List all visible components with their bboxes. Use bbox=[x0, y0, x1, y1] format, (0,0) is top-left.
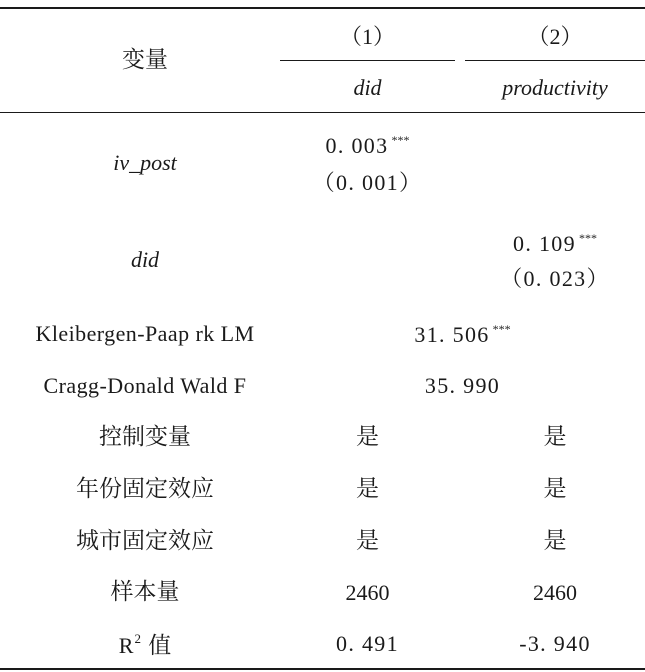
significance-stars: *** bbox=[492, 322, 511, 336]
header-variable-label: 变量 bbox=[122, 47, 168, 73]
r2-base: R bbox=[118, 633, 134, 658]
row-iv-post-col1-se: （0. 001） bbox=[312, 170, 423, 195]
row-iv-post-label: iv_post bbox=[113, 150, 177, 175]
row-r2-col2: -3. 940 bbox=[519, 631, 591, 656]
row-kp-lm-value bbox=[280, 323, 645, 346]
row-controls-label: 控制变量 bbox=[99, 424, 191, 450]
row-city-fe-label: 城市固定效应 bbox=[76, 528, 214, 554]
header-bottom-rule bbox=[0, 112, 645, 113]
row-sample-size-col2: 2460 bbox=[533, 580, 577, 605]
row-city-fe-col1: 是 bbox=[356, 528, 379, 554]
stat-value: 31. 506 bbox=[414, 322, 490, 347]
row-cd-f-value: 35. 990 bbox=[424, 373, 501, 398]
significance-stars: *** bbox=[578, 231, 597, 245]
coef-value: 0. 109 bbox=[513, 231, 576, 256]
row-did-col2-se: （0. 023） bbox=[500, 266, 610, 291]
row-year-fe-col2: 是 bbox=[543, 476, 567, 502]
row-year-fe-label: 年份固定效应 bbox=[76, 476, 214, 502]
header-col1-dep-var: did bbox=[353, 75, 382, 100]
r2-superscript: 2 bbox=[134, 631, 141, 646]
header-col2-index: （2） bbox=[527, 24, 583, 49]
row-kp-lm-label: Kleibergen-Paap rk LM bbox=[35, 321, 255, 346]
row-city-fe-col2: 是 bbox=[543, 528, 567, 554]
row-year-fe-col1: 是 bbox=[356, 476, 379, 502]
row-sample-size-col1: 2460 bbox=[345, 580, 390, 605]
row-sample-size-label: 样本量 bbox=[110, 579, 180, 605]
coef-value: 0. 003 bbox=[325, 133, 389, 158]
row-cd-f-label: Cragg-Donald Wald F bbox=[43, 373, 247, 398]
header-col2-dep-var: productivity bbox=[502, 75, 608, 100]
header-sub-rule-col1 bbox=[280, 60, 455, 61]
row-r2-label bbox=[0, 632, 290, 658]
header-col1-index: （1） bbox=[339, 24, 395, 49]
r2-suffix: 值 bbox=[140, 633, 172, 659]
row-did-label: did bbox=[130, 247, 160, 272]
row-r2-col1: 0. 491 bbox=[336, 631, 399, 656]
top-rule bbox=[0, 7, 645, 9]
bottom-rule bbox=[0, 668, 645, 670]
header-sub-rule-col2 bbox=[465, 60, 645, 61]
row-controls-col1: 是 bbox=[356, 424, 379, 450]
row-did-col2-value bbox=[465, 232, 645, 255]
row-controls-col2: 是 bbox=[543, 424, 567, 450]
significance-stars: *** bbox=[391, 133, 410, 147]
row-iv-post-col1-value bbox=[280, 134, 455, 157]
